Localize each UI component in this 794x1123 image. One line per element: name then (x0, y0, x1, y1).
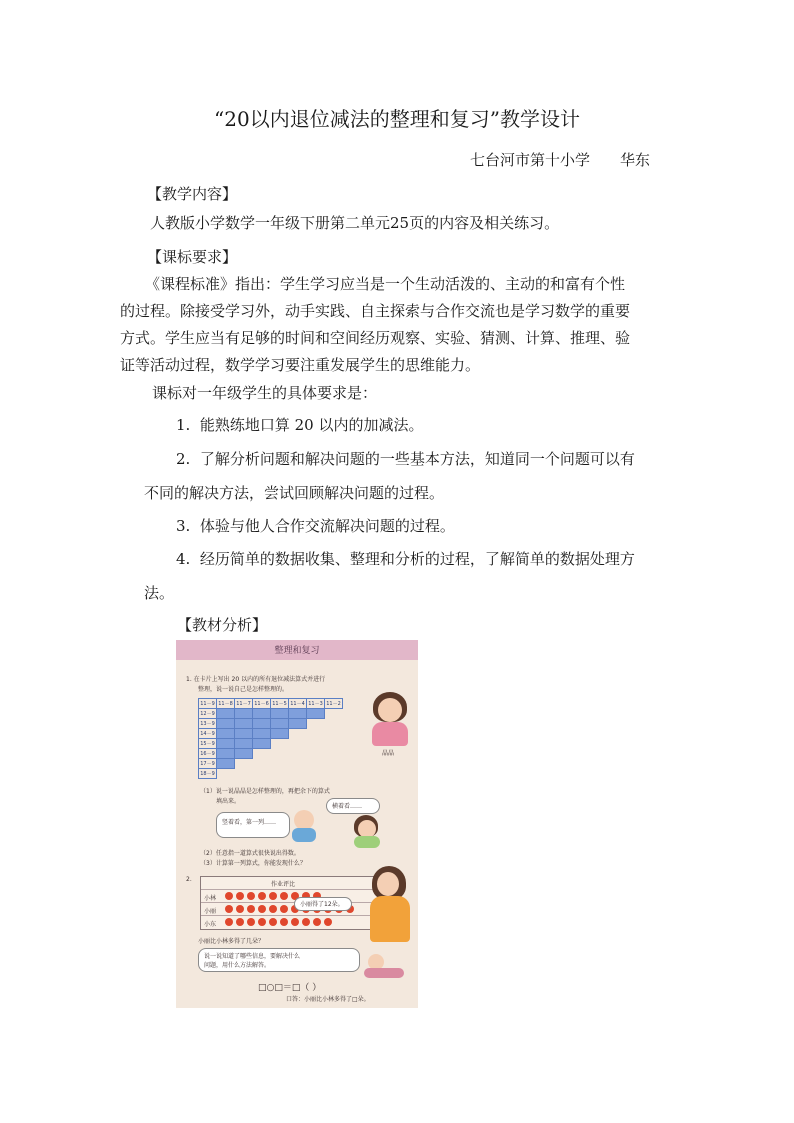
textbook-q2-number: 2. (186, 876, 192, 883)
grid-cell: 11－9 (199, 699, 217, 709)
textbook-q2-question: 小丽比小林多得了几朵？ (198, 938, 265, 945)
girl-face-illustration (378, 698, 402, 722)
textbook-equation: □○□＝□（ ） (258, 983, 322, 993)
grid-cell: 16－9 (199, 749, 217, 759)
chart-row-label: 小林 (204, 895, 217, 902)
flower-dot (258, 905, 266, 913)
section-heading-analysis: 【教材分析】 (177, 616, 268, 634)
teacher-shirt-illustration (370, 896, 410, 942)
requirement-2-continued: 不同的解决方法，尝试回顾解决问题的过程。 (144, 484, 445, 502)
flower-dot (225, 892, 233, 900)
requirement-2 (176, 446, 635, 473)
requirement-number: 3. (176, 517, 191, 535)
requirement-3 (176, 513, 455, 540)
requirement-text: 经历简单的数据收集、整理和分析的过程，了解简单的数据处理方 (199, 550, 635, 568)
requirement-text: 了解分析问题和解决问题的一些基本方法，知道同一个问题可以有 (199, 450, 635, 468)
standard-line-4: 证等活动过程，数学学习要注重发展学生的思维能力。 (120, 356, 481, 374)
grid-cell: 11－3 (307, 699, 325, 709)
flower-dot (324, 918, 332, 926)
flower-dot (247, 892, 255, 900)
chart-title: 作业评比 (271, 881, 296, 888)
flower-dot (225, 918, 233, 926)
grid-cell: 13－9 (199, 719, 217, 729)
requirement-number: 4. (176, 550, 191, 568)
flower-dot (247, 918, 255, 926)
textbook-q1-line1: 1. 在卡片上写出 20 以内的所有退位减法算式并进行 (186, 676, 326, 683)
textbook-q1-line2: 整理，说一说自己是怎样整理的。 (198, 686, 289, 693)
document-title: “20以内退位减法的整理和复习”教学设计 (214, 107, 580, 131)
specific-intro: 课标对一年级学生的具体要求是： (152, 384, 378, 402)
boy-face-illustration (294, 810, 314, 830)
grid-cell: 11－8 (217, 699, 235, 709)
standard-line-1: 《课程标准》指出：学生学习应当是一个生动活泼的、主动的和富有个性 (145, 275, 626, 293)
requirement-number: 1. (176, 416, 191, 434)
grid-cell: 17－9 (199, 759, 217, 769)
flower-dot (258, 892, 266, 900)
standard-line-2: 的过程。除接受学习外，动手实践、自主探索与合作交流也是学习数学的重要 (120, 302, 631, 320)
requirement-4 (176, 546, 635, 573)
requirement-4-continued: 法。 (144, 584, 175, 602)
requirement-1 (176, 412, 423, 439)
textbook-answer: 口答：小丽比小林多得了□朵。 (286, 996, 370, 1003)
homework-chart (200, 876, 380, 930)
author-name: 华东 (620, 151, 651, 169)
section-heading-content: 【教学内容】 (147, 185, 238, 203)
textbook-photo (176, 640, 418, 1008)
child-shirt-illustration (364, 968, 404, 978)
chart-row-label: 小东 (204, 921, 217, 928)
flower-dot (269, 892, 277, 900)
requirement-text: 体验与他人合作交流解决问题的过程。 (199, 517, 455, 535)
school-name: 七台河市第十小学 (470, 151, 591, 169)
flower-dot (236, 905, 244, 913)
grid-cell: 14－9 (199, 729, 217, 739)
flower-dot (280, 918, 288, 926)
girl-dress-illustration (372, 722, 408, 746)
subtraction-card-grid (198, 698, 343, 779)
girl-name-label: 晶晶 (382, 750, 395, 757)
byline (470, 149, 650, 170)
flower-dot (225, 905, 233, 913)
textbook-q1-sub3: （3）计算第一列算式，你能发现什么？ (200, 860, 306, 867)
grid-cell: 11－5 (271, 699, 289, 709)
speech-bubble-b-text: 横着看…… (332, 803, 363, 810)
grid-cell: 18－9 (199, 769, 217, 779)
flower-dot (247, 905, 255, 913)
standard-line-3: 方式。学生应当有足够的时间和空间经历观察、实验、猜测、计算、推理、验 (120, 329, 631, 347)
grid-cell: 12－9 (199, 709, 217, 719)
speech-bubble-d-line2: 问题，用什么方法解答。 (204, 962, 271, 969)
speech-bubble-c-text: 小丽得了12朵。 (300, 901, 344, 908)
textbook-q1-sub1-line1: （1）说一说晶晶是怎样整理的，再把余下的算式 (200, 788, 330, 795)
teacher-face-illustration (377, 872, 399, 896)
girl2-shirt-illustration (354, 836, 380, 848)
speech-bubble-d-line1: 说一说知道了哪些信息，要解决什么 (204, 953, 301, 960)
requirement-number: 2. (176, 450, 191, 468)
content-paragraph: 人教版小学数学一年级下册第二单元25页的内容及相关练习。 (150, 214, 560, 232)
flower-dot (291, 918, 299, 926)
flower-dot (258, 918, 266, 926)
flower-dot (269, 918, 277, 926)
flower-dot (302, 918, 310, 926)
flower-dot (280, 892, 288, 900)
grid-cell: 11－6 (253, 699, 271, 709)
grid-cell: 11－2 (325, 699, 343, 709)
textbook-q1-sub1-line2: 填出来。 (216, 798, 241, 805)
requirement-text: 能熟练地口算 20 以内的加减法。 (199, 416, 424, 434)
flower-dot (280, 905, 288, 913)
flower-dot (236, 918, 244, 926)
textbook-q1-sub2: （2）任意指一道算式很快说出得数。 (200, 850, 300, 857)
textbook-banner-title: 整理和复习 (274, 646, 320, 656)
speech-bubble-a-text: 竖着看，第一列…… (222, 819, 277, 826)
flower-dot (269, 905, 277, 913)
grid-cell: 11－4 (289, 699, 307, 709)
grid-cell: 11－7 (235, 699, 253, 709)
flower-dot (313, 918, 321, 926)
section-heading-standard: 【课标要求】 (147, 248, 238, 266)
flower-dot (236, 892, 244, 900)
grid-cell: 15－9 (199, 739, 217, 749)
boy-shirt-illustration (292, 828, 316, 842)
chart-row-label: 小丽 (204, 908, 217, 915)
